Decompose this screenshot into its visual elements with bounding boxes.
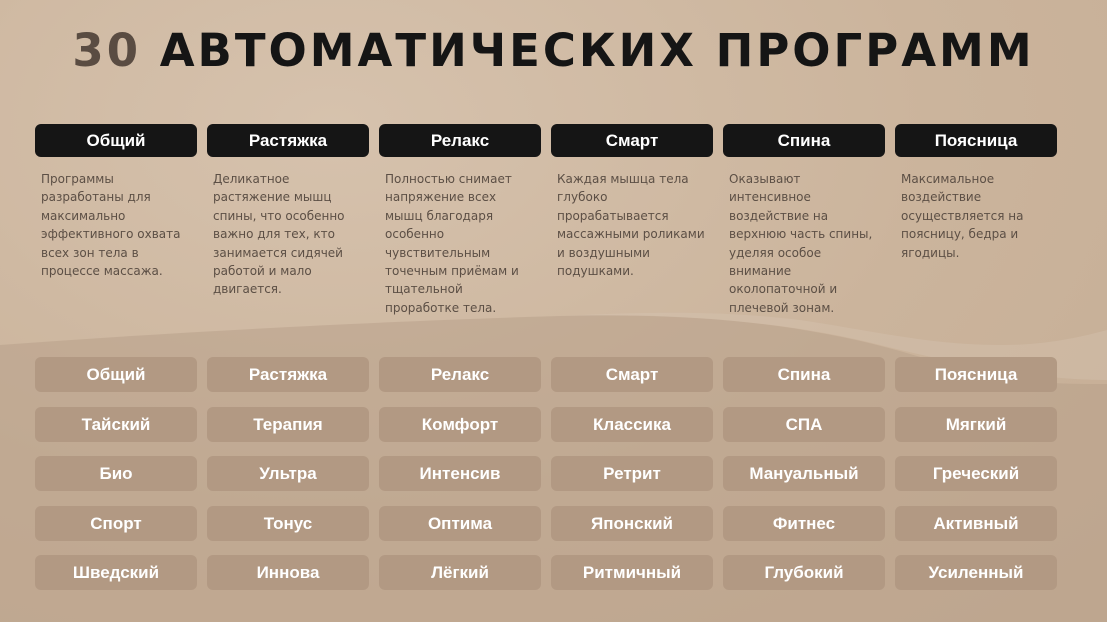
program-button[interactable]: Оптима	[379, 506, 541, 541]
program-row-1	[35, 357, 1058, 392]
program-button[interactable]: Японский	[551, 506, 713, 541]
program-button[interactable]: Ультра	[207, 456, 369, 491]
program-button[interactable]: Иннова	[207, 555, 369, 590]
title-number: 30	[72, 24, 142, 77]
tab-obshiy[interactable]: Общий	[35, 124, 197, 157]
program-button[interactable]: Смарт	[551, 357, 713, 392]
description-rastyazhka: Деликатное растяжение мышц спины, что особенно важно для тех, кто занимается сидячей работой и мало двигается.	[213, 172, 345, 297]
program-button[interactable]: Био	[35, 456, 197, 491]
program-button[interactable]: Глубокий	[723, 555, 885, 590]
program-button[interactable]: Фитнес	[723, 506, 885, 541]
description-spina: Оказывают интенсивное воздействие на верхнюю часть спины, уделяя особое внимание околопаточной и плечевой зонам.	[729, 172, 873, 315]
program-button[interactable]: Греческий	[895, 456, 1057, 491]
program-button[interactable]: Растяжка	[207, 357, 369, 392]
tab-spina[interactable]: Спина	[723, 124, 885, 157]
program-button[interactable]: Усиленный	[895, 555, 1057, 590]
tab-smart[interactable]: Смарт	[551, 124, 713, 157]
description-obshiy: Программы разработаны для максимально эффективного охвата всех зон тела в процессе массажа.	[41, 172, 181, 279]
program-row-4	[35, 506, 1058, 541]
program-row-3	[35, 456, 1058, 491]
program-button[interactable]: Активный	[895, 506, 1057, 541]
program-button[interactable]: Общий	[35, 357, 197, 392]
program-button[interactable]: Поясница	[895, 357, 1057, 392]
tab-poyasnitsa[interactable]: Поясница	[895, 124, 1057, 157]
tab-rastyazhka[interactable]: Растяжка	[207, 124, 369, 157]
program-button[interactable]: Классика	[551, 407, 713, 442]
program-button[interactable]: Тонус	[207, 506, 369, 541]
category-descriptions	[35, 170, 1058, 317]
title-text: АВТОМАТИЧЕСКИХ ПРОГРАММ	[159, 24, 1035, 77]
description-relaks: Полностью снимает напряжение всех мышц благодаря особенно чувствительным точечным приёмам и тщательной проработке тела.	[385, 172, 519, 315]
program-button[interactable]: Спина	[723, 357, 885, 392]
program-button[interactable]: Мануальный	[723, 456, 885, 491]
program-button[interactable]: Ритмичный	[551, 555, 713, 590]
program-button[interactable]: Интенсив	[379, 456, 541, 491]
program-button[interactable]: Спорт	[35, 506, 197, 541]
program-row-5	[35, 555, 1058, 590]
description-smart: Каждая мышца тела глубоко прорабатывается массажными роликами и воздушными подушками.	[557, 172, 705, 279]
program-button[interactable]: Тайский	[35, 407, 197, 442]
description-poyasnitsa: Максимальное воздействие осуществляется на поясницу, бедра и ягодицы.	[901, 172, 1024, 260]
page-title	[0, 26, 1107, 76]
program-button[interactable]: Ретрит	[551, 456, 713, 491]
program-button[interactable]: Терапия	[207, 407, 369, 442]
program-button[interactable]: Лёгкий	[379, 555, 541, 590]
category-tabs	[35, 124, 1058, 157]
program-button[interactable]: Мягкий	[895, 407, 1057, 442]
program-button[interactable]: СПА	[723, 407, 885, 442]
program-button[interactable]: Комфорт	[379, 407, 541, 442]
program-button[interactable]: Релакс	[379, 357, 541, 392]
program-row-2	[35, 407, 1058, 442]
program-button[interactable]: Шведский	[35, 555, 197, 590]
tab-relaks[interactable]: Релакс	[379, 124, 541, 157]
